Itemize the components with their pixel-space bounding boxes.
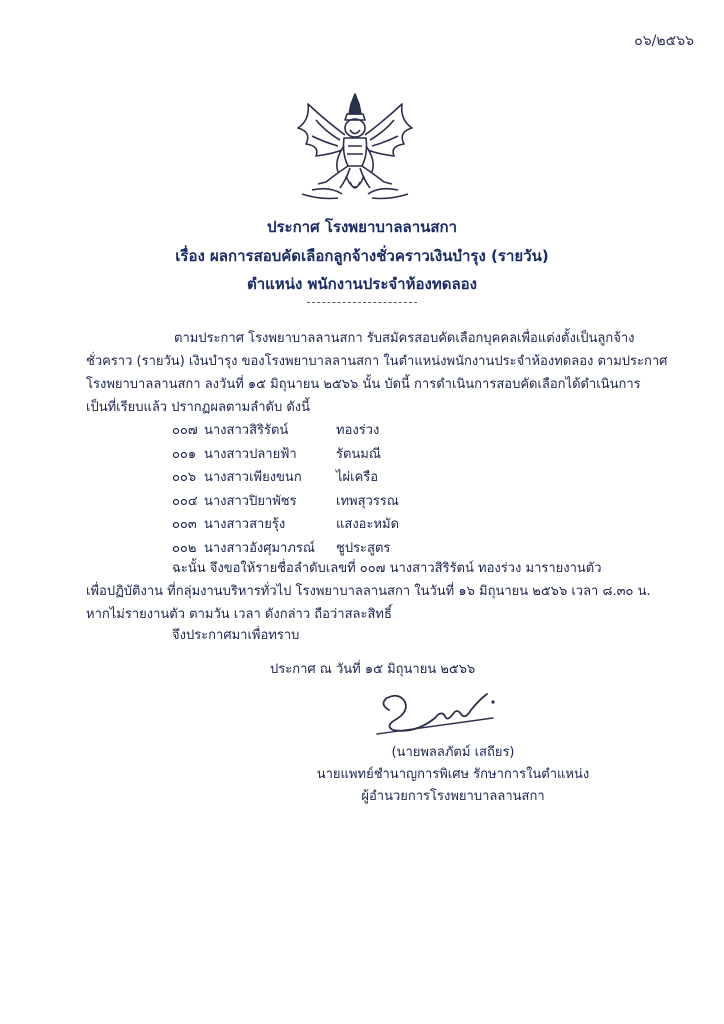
candidate-surname: เทพสุวรรณ [336, 493, 399, 509]
candidate-given-name: นางสาวเพียงขนก [204, 470, 302, 485]
closing-line: จึงประกาศมาเพื่อทราบ [172, 628, 300, 643]
announcement-subject: เรื่อง ผลการสอบคัดเลือกลูกจ้างชั่วคราวเงินบำรุง (รายวัน) [175, 247, 549, 265]
text-line: ตามประกาศ โรงพยาบาลลานสกา รับสมัครสอบคัดเลือกบุคคลเพื่อแต่งตั้งเป็นลูกจ้าง [174, 331, 635, 346]
garuda-emblem-icon [290, 90, 420, 202]
candidate-surname: แสงอะหมัด [336, 517, 400, 532]
candidate-surname: ไผ่เครือ [336, 470, 379, 485]
candidate-given-name: นางสาวสายรุ้ง [204, 517, 286, 532]
signer-position: ผู้อำนวยการโรงพยาบาลลานสกา [361, 789, 545, 804]
text-line: ชั่วคราว (รายวัน) เงินบำรุง ของโรงพยาบาลลานสกา ในตำแหน่งพนักงานประจำห้องทดลอง ตามประกาศ [86, 354, 668, 369]
result-row [172, 443, 399, 467]
candidate-surname: ชูประสูตร [336, 540, 391, 556]
candidate-number: ๐๐๒ [172, 540, 197, 556]
signature-mark [375, 680, 505, 740]
intro-paragraph [86, 327, 667, 419]
text-line: หากไม่รายงานตัว ตามวัน เวลา ดังกล่าว ถือว่าสละสิทธิ์ [86, 607, 392, 622]
announcement-date: ประกาศ ณ วันที่ ๑๕ มิถุนายน ๒๕๖๖ [270, 662, 476, 677]
header-divider [307, 302, 417, 303]
text-line: โรงพยาบาลลานสกา ลงวันที่ ๑๕ มิถุนายน ๒๕๖๖ นั้น บัดนี้ การดำเนินการสอบคัดเลือกได้ดำเนินการ [86, 377, 641, 392]
text-line: ฉะนั้น จึงขอให้รายชื่อลำดับเลขที่ ๐๐๗ นางสาวสิริรัตน์ ทองร่วง มารายงานตัว [172, 561, 602, 576]
result-row [172, 513, 399, 537]
text-line: เป็นที่เรียบแล้ว ปรากฏผลตามลำดับ ดังนี้ [86, 400, 311, 415]
candidate-surname: ทองร่วง [336, 423, 380, 438]
announcement-title: ประกาศ โรงพยาบาลลานสกา [266, 218, 458, 236]
announcement-position: ตำแหน่ง พนักงานประจำห้องทดลอง [247, 275, 477, 293]
candidate-surname: รัตนมณี [336, 446, 381, 462]
document-number: ๐๖/๒๕๖๖ [634, 33, 694, 49]
candidate-number: ๐๐๔ [172, 493, 198, 509]
text-line: เพื่อปฏิบัติงาน ที่กลุ่มงานบริหารทั่วไป โรงพยาบาลลานสกา ในวันที่ ๑๖ มิถุนายน ๒๕๖๖ เวลา ๘.๓๐ น. [86, 584, 651, 599]
results-list [172, 419, 399, 560]
signer-name: (นายพลลภัตม์ เสถียร) [391, 745, 515, 760]
result-row [172, 466, 399, 490]
candidate-given-name: นางสาวอังศุมาภรณ์ [204, 540, 315, 556]
candidate-number: ๐๐๗ [172, 423, 198, 438]
candidate-number: ๐๐๑ [172, 446, 197, 462]
candidate-number: ๐๐๓ [172, 517, 197, 532]
result-row [172, 419, 399, 443]
signer-title: นายแพทย์ชำนาญการพิเศษ รักษาการในตำแหน่ง [316, 767, 590, 782]
result-row [172, 490, 399, 514]
candidate-number: ๐๐๖ [172, 470, 197, 485]
candidate-given-name: นางสาวปลายฟ้า [204, 446, 297, 462]
instruction-paragraph [86, 557, 651, 626]
candidate-given-name: นางสาวสิริรัตน์ [204, 423, 289, 438]
candidate-given-name: นางสาวปิยาพัชร [204, 493, 297, 509]
